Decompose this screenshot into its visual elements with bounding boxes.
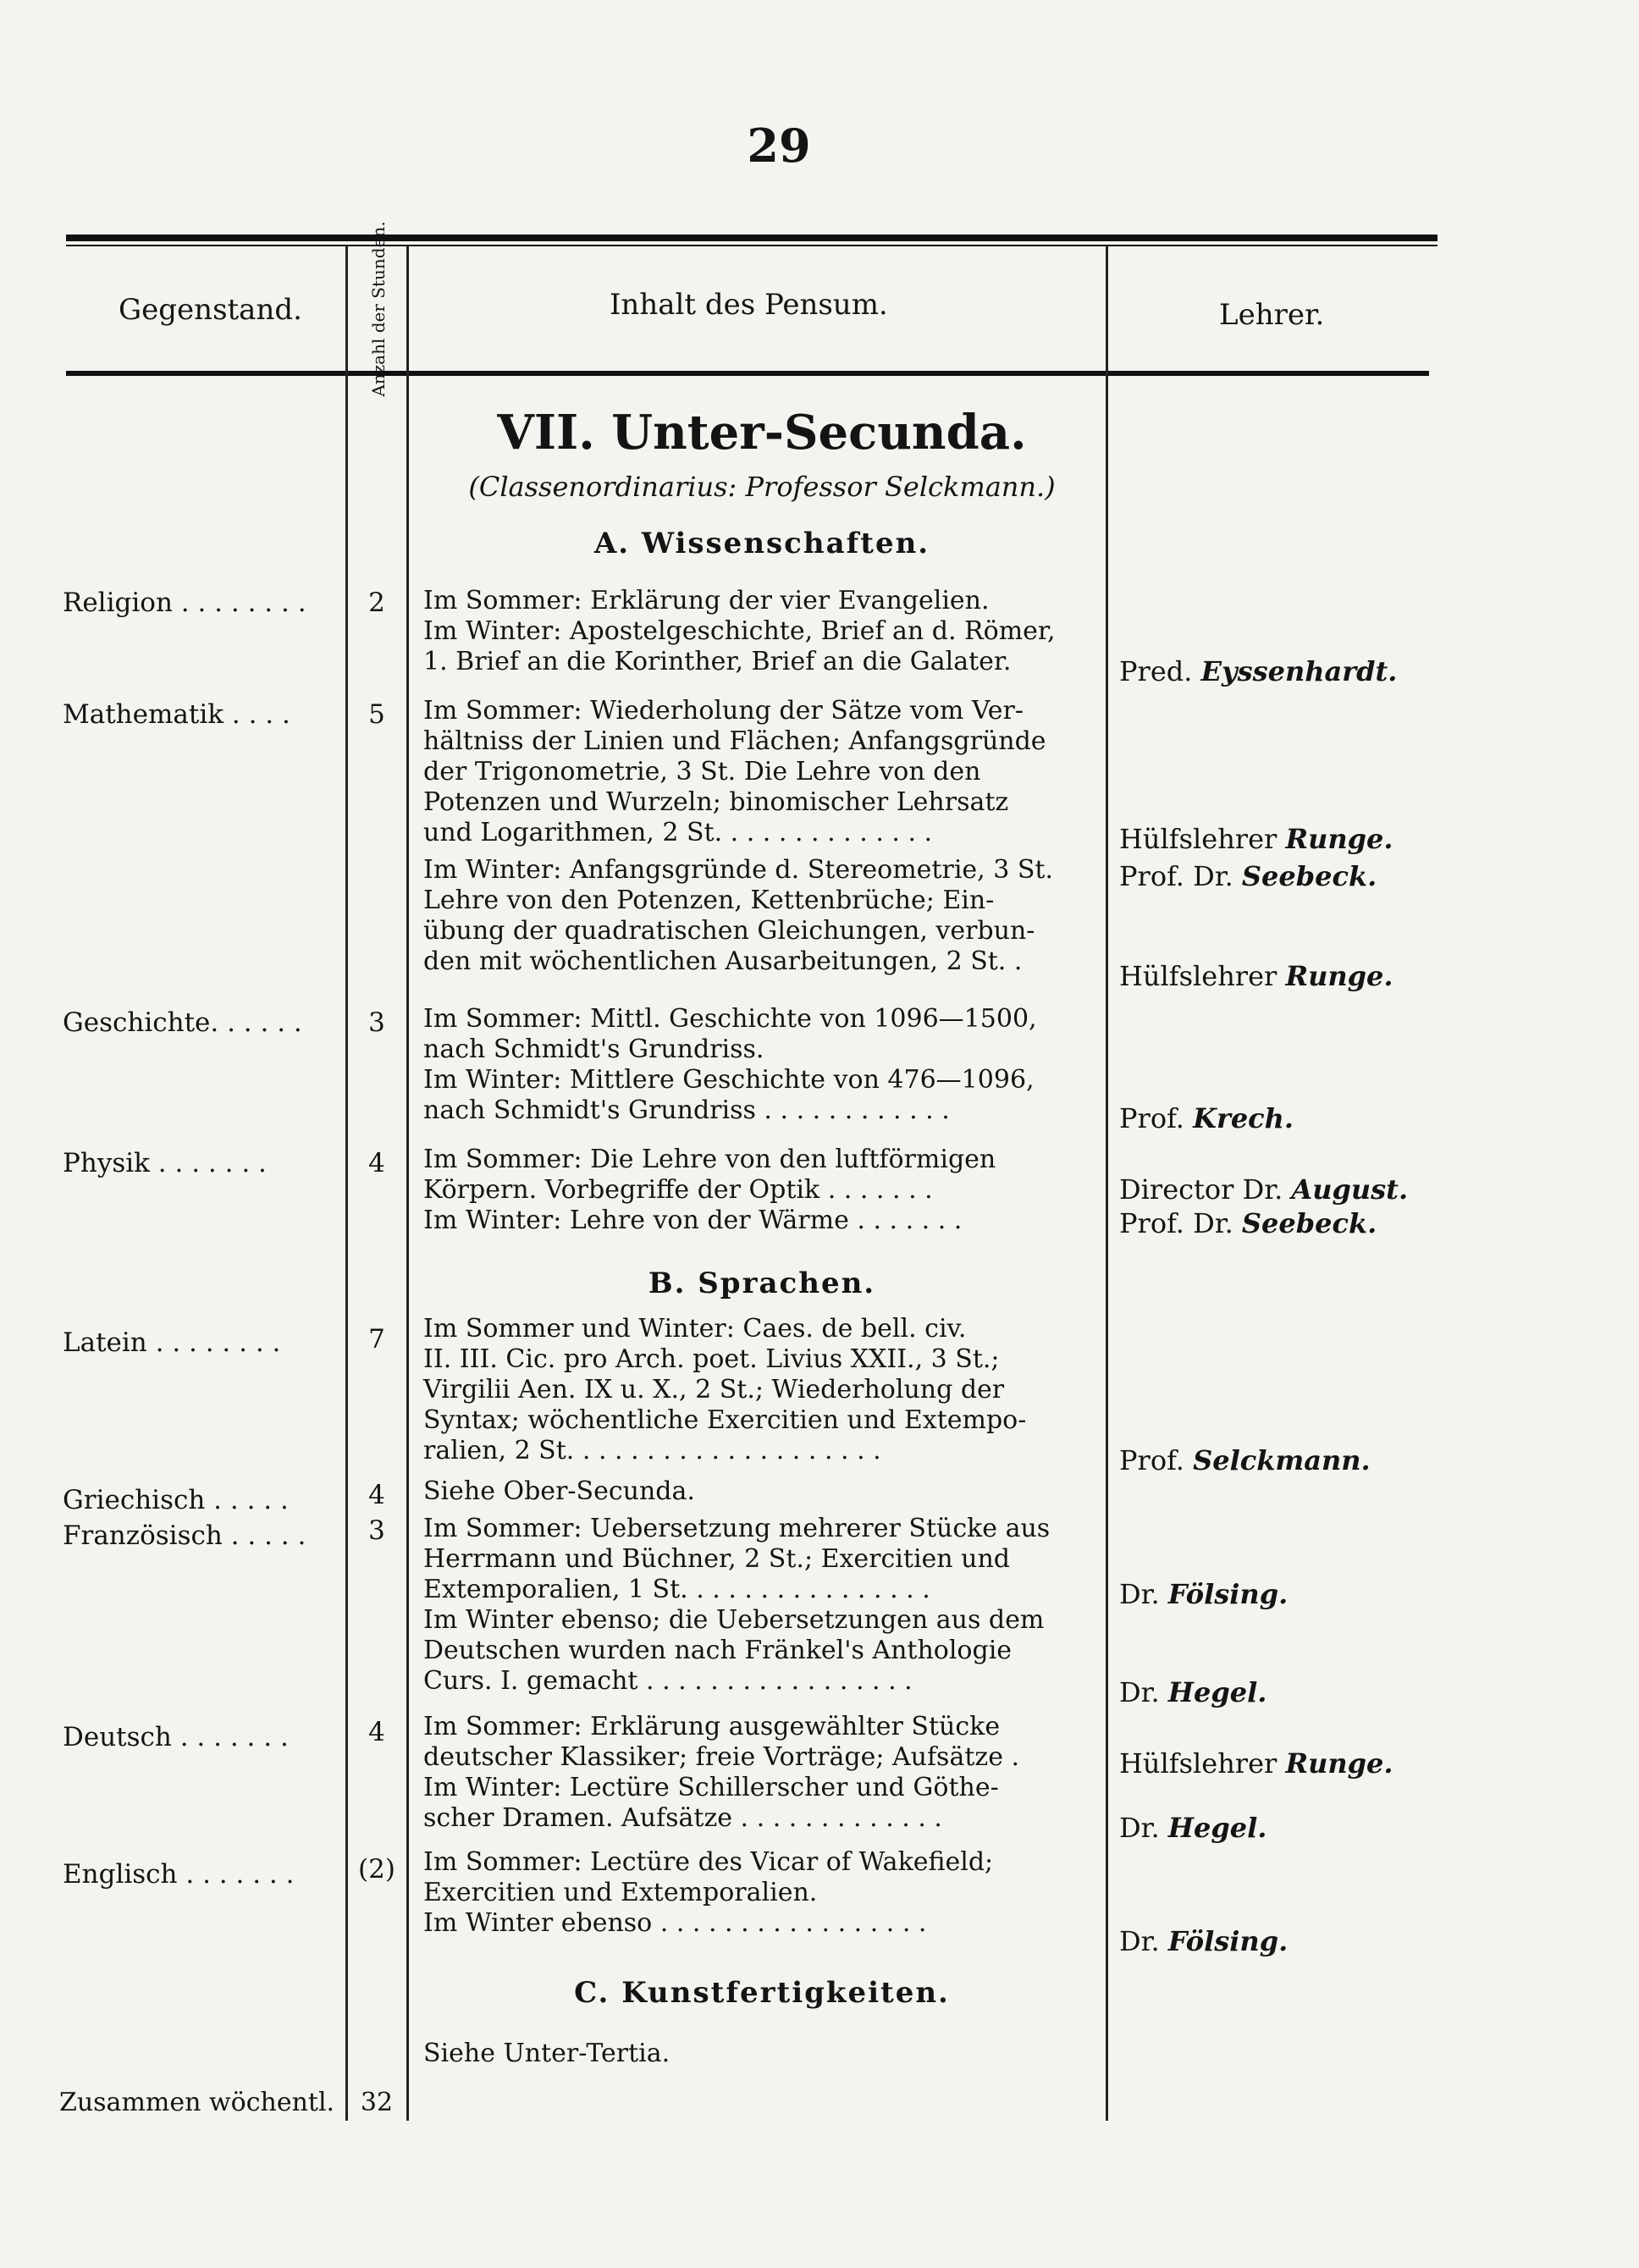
content-line: Im Winter: Apostelgeschichte, Brief an d. Römer, xyxy=(423,616,1056,646)
hours-englisch: (2) xyxy=(358,1854,395,1884)
content-line: Im Winter: Mittlere Geschichte von 476—1096, xyxy=(423,1065,1035,1095)
teacher-religion: Pred. Eyssenhardt. xyxy=(1119,655,1398,687)
header-hours: Anzahl der Stunden. xyxy=(368,221,389,397)
subject-latein: Latein . . . . . . . . xyxy=(63,1327,281,1358)
class-ordinarius: (Classenordinarius: Professor Selckmann.) xyxy=(468,471,1056,503)
content-line: Im Winter: Anfangsgründe d. Stereometrie, 3 St. xyxy=(423,855,1054,885)
content-line: Extemporalien, 1 St. . . . . . . . . . . . . . . . xyxy=(423,1575,930,1604)
column-line-teacher xyxy=(1106,246,1108,2121)
content-line: Im Sommer: Mittl. Geschichte von 1096—1500, xyxy=(423,1004,1037,1034)
content-line: 1. Brief an die Korinther, Brief an die Galater. xyxy=(423,647,1012,676)
header-teacher: Lehrer. xyxy=(1219,298,1325,332)
page-number: 29 xyxy=(747,119,811,173)
teacher-latein: Prof. Selckmann. xyxy=(1119,1444,1371,1476)
content-line: Herrmann und Büchner, 2 St.; Exercitien und xyxy=(423,1544,1011,1574)
content-line: Exercitien und Extemporalien. xyxy=(423,1878,818,1907)
subject-religion: Religion . . . . . . . . xyxy=(63,588,306,618)
hours-physik: 4 xyxy=(368,1148,385,1178)
hours-franzoesisch: 3 xyxy=(368,1515,385,1546)
content-latein xyxy=(423,1314,1084,1466)
subject-physik: Physik . . . . . . . xyxy=(63,1148,267,1178)
content-line: nach Schmidt's Grundriss . . . . . . . . . . . . xyxy=(423,1095,950,1125)
hours-deutsch: 4 xyxy=(368,1717,385,1747)
content-mathematik-sommer xyxy=(423,696,1084,848)
teacher-englisch: Dr. Fölsing. xyxy=(1119,1925,1289,1957)
content-line: Im Sommer: Erklärung der vier Evangelien. xyxy=(423,586,990,615)
content-line: der Trigonometrie, 3 St. Die Lehre von den xyxy=(423,757,981,786)
subject-deutsch: Deutsch . . . . . . . xyxy=(63,1722,289,1752)
content-line: Im Sommer: Wiederholung der Sätze vom Ver- xyxy=(423,696,1024,726)
content-line: den mit wöchentlichen Ausarbeitungen, 2 St. . xyxy=(423,946,1023,976)
content-line: nach Schmidt's Grundriss. xyxy=(423,1035,764,1064)
content-line: Im Sommer: Die Lehre von den luftförmigen xyxy=(423,1145,996,1174)
content-line: Im Sommer: Uebersetzung mehrerer Stücke aus xyxy=(423,1514,1051,1543)
total-label: Zusammen wöchentl. xyxy=(59,2088,335,2117)
content-line: Im Winter: Lectüre Schillerscher und Göthe- xyxy=(423,1773,999,1802)
content-englisch xyxy=(423,1847,1084,1939)
content-geschichte xyxy=(423,1004,1084,1126)
content-line: und Logarithmen, 2 St. . . . . . . . . . . . . . xyxy=(423,818,933,847)
content-kunstfertigkeiten: Siehe Unter-Tertia. xyxy=(423,2039,670,2068)
content-line: Im Sommer und Winter: Caes. de bell. civ. xyxy=(423,1314,967,1344)
content-line: II. III. Cic. pro Arch. poet. Livius XXII., 3 St.; xyxy=(423,1344,1000,1374)
content-religion xyxy=(423,586,1084,677)
content-line: Syntax; wöchentliche Exercitien und Extempo- xyxy=(423,1405,1027,1435)
content-griechisch xyxy=(423,1476,1084,1507)
content-line: Im Sommer: Lectüre des Vicar of Wakefield; xyxy=(423,1847,994,1877)
subject-griechisch: Griechisch . . . . . xyxy=(63,1485,289,1515)
total-value: 32 xyxy=(360,2088,394,2117)
top-rule xyxy=(66,235,1438,241)
section-b-title: B. Sprachen. xyxy=(648,1266,876,1300)
hours-geschichte: 3 xyxy=(368,1007,385,1038)
content-line: Virgilii Aen. IX u. X., 2 St.; Wiederholung der xyxy=(423,1375,1005,1404)
hours-latein: 7 xyxy=(368,1324,385,1355)
teacher-physik-winter: Prof. Dr. Seebeck. xyxy=(1119,1207,1377,1239)
column-line-hours-right xyxy=(406,246,409,2121)
content-line: Körpern. Vorbegriffe der Optik . . . . . . . xyxy=(423,1175,933,1205)
content-line: Lehre von den Potenzen, Kettenbrüche; Ein- xyxy=(423,886,995,915)
section-c-title: C. Kunstfertigkeiten. xyxy=(574,1976,950,2010)
content-line: Im Winter ebenso . . . . . . . . . . . . . . . . . xyxy=(423,1908,927,1938)
teacher-mathematik-winter: Prof. Dr. Seebeck. xyxy=(1119,860,1377,892)
section-a-title: A. Wissenschaften. xyxy=(593,527,930,560)
hours-religion: 2 xyxy=(368,588,385,618)
content-line: ralien, 2 St. . . . . . . . . . . . . . . . . . . . xyxy=(423,1436,881,1465)
subject-mathematik: Mathematik . . . . xyxy=(63,699,290,730)
top-rule-thin xyxy=(66,245,1438,246)
teacher-deutsch-sommer: Hülfslehrer Runge. xyxy=(1119,1747,1393,1780)
hours-mathematik: 5 xyxy=(368,699,385,730)
content-line: übung der quadratischen Gleichungen, verbun- xyxy=(423,916,1035,946)
subject-franzoesisch: Französisch . . . . . xyxy=(63,1520,306,1551)
teacher-mathematik-sommer: Hülfslehrer Runge. xyxy=(1119,823,1393,855)
header-rule xyxy=(66,371,1429,376)
teacher-franzoesisch-sommer: Dr. Fölsing. xyxy=(1119,1578,1289,1610)
content-mathematik-winter xyxy=(423,855,1084,977)
content-line: Curs. I. gemacht . . . . . . . . . . . . . . . . . xyxy=(423,1666,913,1696)
teacher-physik-sommer: Director Dr. August. xyxy=(1119,1173,1409,1206)
teacher-deutsch-winter: Dr. Hegel. xyxy=(1119,1812,1267,1844)
content-line: Im Sommer: Erklärung ausgewählter Stücke xyxy=(423,1712,1001,1741)
content-line: Siehe Ober-Secunda. xyxy=(423,1476,695,1506)
header-subject: Gegenstand. xyxy=(119,293,302,327)
content-deutsch xyxy=(423,1712,1084,1834)
teacher-geschichte: Prof. Krech. xyxy=(1119,1102,1294,1134)
content-line: Potenzen und Wurzeln; binomischer Lehrsatz xyxy=(423,787,1009,817)
column-line-hours-left xyxy=(345,246,348,2121)
content-line: hältniss der Linien und Flächen; Anfangsgründe xyxy=(423,726,1046,756)
subject-englisch: Englisch . . . . . . . xyxy=(63,1859,295,1890)
content-line: Deutschen wurden nach Fränkel's Anthologie xyxy=(423,1636,1013,1665)
class-title: VII. Unter-Secunda. xyxy=(497,405,1027,461)
teacher-mathematik-ausarbeitungen: Hülfslehrer Runge. xyxy=(1119,960,1393,992)
content-physik xyxy=(423,1145,1084,1236)
content-line: scher Dramen. Aufsätze . . . . . . . . . . . . . xyxy=(423,1803,942,1833)
subject-geschichte: Geschichte. . . . . . xyxy=(63,1007,302,1038)
content-line: deutscher Klassiker; freie Vorträge; Aufsätze . xyxy=(423,1742,1020,1772)
header-content: Inhalt des Pensum. xyxy=(610,288,888,322)
content-franzoesisch xyxy=(423,1514,1084,1697)
teacher-franzoesisch-winter: Dr. Hegel. xyxy=(1119,1676,1267,1708)
hours-griechisch: 4 xyxy=(368,1480,385,1510)
content-line: Im Winter: Lehre von der Wärme . . . . . . . xyxy=(423,1206,963,1235)
content-line: Im Winter ebenso; die Uebersetzungen aus dem xyxy=(423,1605,1045,1635)
